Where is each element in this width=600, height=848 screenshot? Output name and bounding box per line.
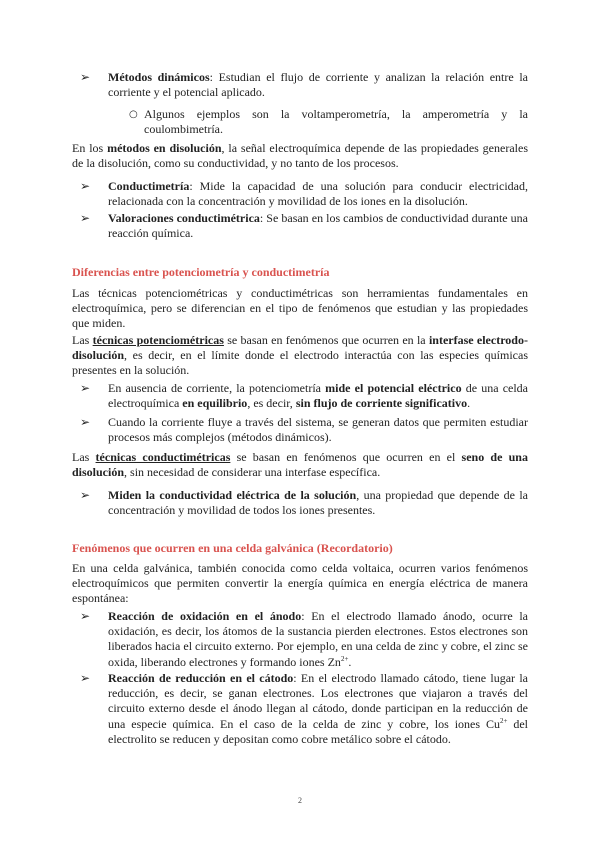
text-span: En ausencia de corriente, la potenciometría [108, 381, 326, 395]
bold-term: métodos en disolución [107, 141, 222, 155]
arrow-bullet-icon: ➢ [80, 70, 91, 84]
text-span: : En el electrodo llamado cátodo, tiene lugar la reducción, es decir, se ganan electrones. Los electrones que viajaron a través del circuito externo desde el ánodo llegan al cátodo, donde participan en la reducción de una especie química. En el caso de la celda de zinc y cobre, los iones Cu [108, 671, 528, 731]
arrow-bullet-icon: ➢ [80, 415, 91, 429]
text-span: En los [72, 141, 108, 155]
text-span: . [467, 396, 471, 411]
bullet-text: : Mide la capacidad de una solución para conducir electricidad, relacionada con la concentración y movilidad de los iones en la disolución. [108, 179, 528, 209]
subbullet-text: Algunos ejemplos son la voltamperometría, la amperometría y la coulombimetría. [144, 107, 528, 137]
paragraph-intro-galvanica: En una celda galvánica, también conocida como celda voltaica, ocurren varios fenómenos electroquímicos que permiten convertir la energía química en energía eléctrica de manera espontánea: [72, 561, 528, 606]
arrow-bullet-icon: ➢ [80, 211, 91, 225]
bold-underlined-term: técnicas conductimétricas [95, 450, 231, 464]
bullet-conductimetria [80, 179, 528, 209]
text-span: Las [72, 333, 93, 347]
text-span: , la señal electroquímica depende de las propiedades generales de la disolución, como su conductividad, y no tanto de los procesos. [72, 141, 528, 171]
bullet-miden-conductividad [80, 488, 528, 518]
bullet-reduccion [80, 671, 528, 747]
paragraph-intro-diferencias: Las técnicas potenciométricas y conductimétricas son herramientas fundamentales en electroquímica, pero se diferencian en el tipo de fenómenos que estudian y las propiedades que miden. [72, 286, 528, 331]
bullet-text: : Estudian el flujo de corriente y analizan la relación entre la corriente y el potencial aplicado. [108, 70, 528, 100]
arrow-bullet-icon: ➢ [80, 488, 91, 502]
text-span: , sin necesidad de considerar una interfase específica. [124, 465, 381, 480]
bold-term: en equilibrio [182, 396, 248, 411]
bold-term: seno de una disolución [72, 450, 528, 480]
arrow-bullet-icon: ➢ [80, 609, 91, 623]
superscript: 2+ [340, 654, 349, 663]
section-heading-diferencias: Diferencias entre potenciometría y conductimetría [72, 265, 330, 279]
bullet-oxidacion [80, 609, 528, 670]
bullet-metodos-dinamicos [80, 70, 528, 100]
text-span: Las [72, 450, 96, 464]
arrow-bullet-icon: ➢ [80, 671, 91, 685]
text-span: , es decir, [247, 396, 296, 411]
bold-underlined-term: técnicas potenciométricas [92, 333, 224, 347]
bullet-term: Conductimetría [108, 179, 190, 193]
bullet-text: : Se basan en los cambios de conductividad durante una reacción química. [108, 211, 528, 241]
bold-term: Reacción de oxidación en el ánodo [108, 609, 302, 623]
paragraph-disolucion [72, 141, 528, 171]
text-span: , una propiedad que depende de la concentración y movilidad de todos los iones presentes. [108, 488, 528, 518]
arrow-bullet-icon: ➢ [80, 381, 91, 395]
bullet-term: Valoraciones conductimétrica [108, 211, 260, 225]
subbullet-ejemplos [129, 107, 528, 137]
text-span: : En el electrodo llamado ánodo, ocurre la oxidación, es decir, los átomos de la sustancia pierden electrones. Estos electrones son liberados hacia el circuito externo. Por ejemplo, en una celda de zinc y cobre, el zinc se oxida, liberando electrones y formando iones Zn [108, 609, 528, 669]
section-heading-fenomenos: Fenómenos que ocurren en una celda galvánica (Recordatorio) [72, 541, 393, 555]
text-span: del electrolito se reducen y depositan como cobre metálico sobre el cátodo. [108, 716, 528, 746]
arrow-bullet-icon: ➢ [80, 179, 91, 193]
bullet-valoraciones [80, 211, 528, 241]
bold-term: mide el potencial eléctrico [325, 381, 462, 395]
bold-term: interfase electrodo-disolución [72, 333, 528, 363]
text-span: , es decir, en el límite donde el electrodo interactúa con las especies químicas presentes en la solución. [72, 348, 528, 378]
bold-term: Miden la conductividad eléctrica de la solución [108, 488, 357, 502]
superscript: 2+ [499, 716, 508, 725]
bold-term: sin flujo de corriente significativo [295, 396, 468, 411]
bullet-ausencia-corriente [80, 381, 529, 411]
bullet-text: Cuando la corriente fluye a través del sistema, se generan datos que permiten estudiar procesos más complejos (métodos dinámicos). [108, 415, 528, 445]
bullet-term: Métodos dinámicos [108, 70, 210, 84]
page-number: 2 [298, 796, 302, 805]
paragraph-conductimetricas [72, 450, 528, 480]
text-span: se basan en fenómenos que ocurren en la [223, 333, 429, 347]
circle-bullet-icon: ○ [129, 109, 138, 120]
bullet-corriente-fluye [80, 415, 528, 445]
text-span: . [348, 654, 352, 669]
text-span: se basan en fenómenos que ocurren en el [230, 450, 462, 464]
paragraph-potenciometricas [72, 333, 528, 379]
text-span: de una celda electroquímica [108, 381, 529, 411]
bold-term: Reacción de reducción en el cátodo [108, 671, 294, 685]
